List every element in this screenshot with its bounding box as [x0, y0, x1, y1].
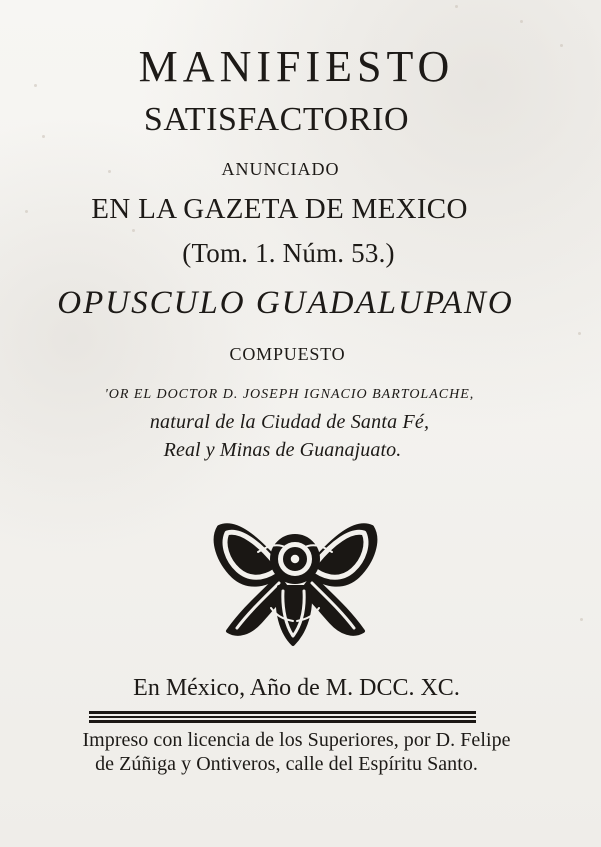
paper-speck — [520, 20, 523, 23]
paper-speck — [578, 332, 581, 335]
rule-line — [89, 720, 476, 723]
imprint-address-line: de Zúñiga y Ontiveros, calle del Espíritu Santo. — [95, 753, 478, 775]
gazette-line: EN LA GAZETA DE MEXICO — [91, 193, 468, 225]
rule-line — [89, 716, 476, 718]
rule-line — [89, 711, 476, 714]
announced-label: ANUNCIADO — [221, 159, 340, 179]
birthplace-line: natural de la Ciudad de Santa Fé, — [149, 411, 430, 433]
volume-number: (Tom. 1. Núm. 53.) — [182, 238, 395, 268]
birthplace-line-2: Real y Minas de Guanajuato. — [163, 439, 402, 461]
composed-label: COMPUESTO — [229, 344, 346, 364]
paper-speck — [455, 5, 458, 8]
decorative-rule — [89, 711, 476, 725]
subtitle: SATISFACTORIO — [143, 101, 410, 138]
paper-speck — [580, 618, 583, 621]
paper-speck — [132, 229, 135, 232]
page-title: MANIFIESTO — [138, 42, 455, 91]
imprint-line: Impreso con licencia de los Superiores, por D. Felipe — [82, 729, 511, 751]
work-title: OPUSCULO GUADALUPANO — [57, 285, 514, 321]
bow-ornament-icon — [213, 505, 378, 650]
author-line: 'OR EL DOCTOR D. JOSEPH IGNACIO BARTOLACHE, — [104, 387, 475, 402]
publication-place-year: En México, Año de M. DCC. XC. — [133, 675, 460, 701]
